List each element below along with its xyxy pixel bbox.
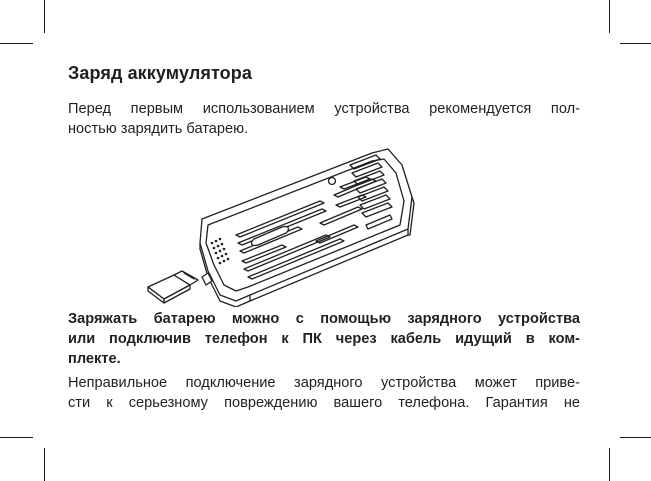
warning-paragraph <box>68 373 580 413</box>
intro-paragraph <box>68 99 580 139</box>
bold-line: или подключив телефон к ПК через кабель идущий в ком- <box>68 331 580 347</box>
section-heading: Заряд аккумулятора <box>68 63 252 83</box>
crop-mark-top-right-vertical <box>609 0 610 33</box>
crop-mark-top-right-horizontal <box>620 43 651 44</box>
intro-line: ностью зарядить батарею. <box>68 121 249 137</box>
charging-instructions-paragraph <box>68 309 580 369</box>
intro-line: Перед первым использованием устройства рекомендуется пол- <box>68 101 580 117</box>
crop-mark-bottom-left-vertical <box>44 448 45 481</box>
crop-mark-bottom-left-horizontal <box>0 437 33 438</box>
warning-line: сти к серьезному повреждению вашего телефона. Гарантия не <box>68 395 580 411</box>
bold-line: Заряжать батарею можно с помощью зарядного устройства <box>68 311 580 327</box>
warning-line: Неправильное подключение зарядного устройства может приве- <box>68 375 580 391</box>
crop-mark-top-left-vertical <box>44 0 45 33</box>
usb-plug-icon <box>148 271 198 303</box>
crop-mark-top-left-horizontal <box>0 43 33 44</box>
bold-line: плекте. <box>68 351 121 367</box>
crop-mark-bottom-right-vertical <box>609 448 610 481</box>
phone-charging-illustration <box>140 139 420 307</box>
crop-mark-bottom-right-horizontal <box>620 437 651 438</box>
